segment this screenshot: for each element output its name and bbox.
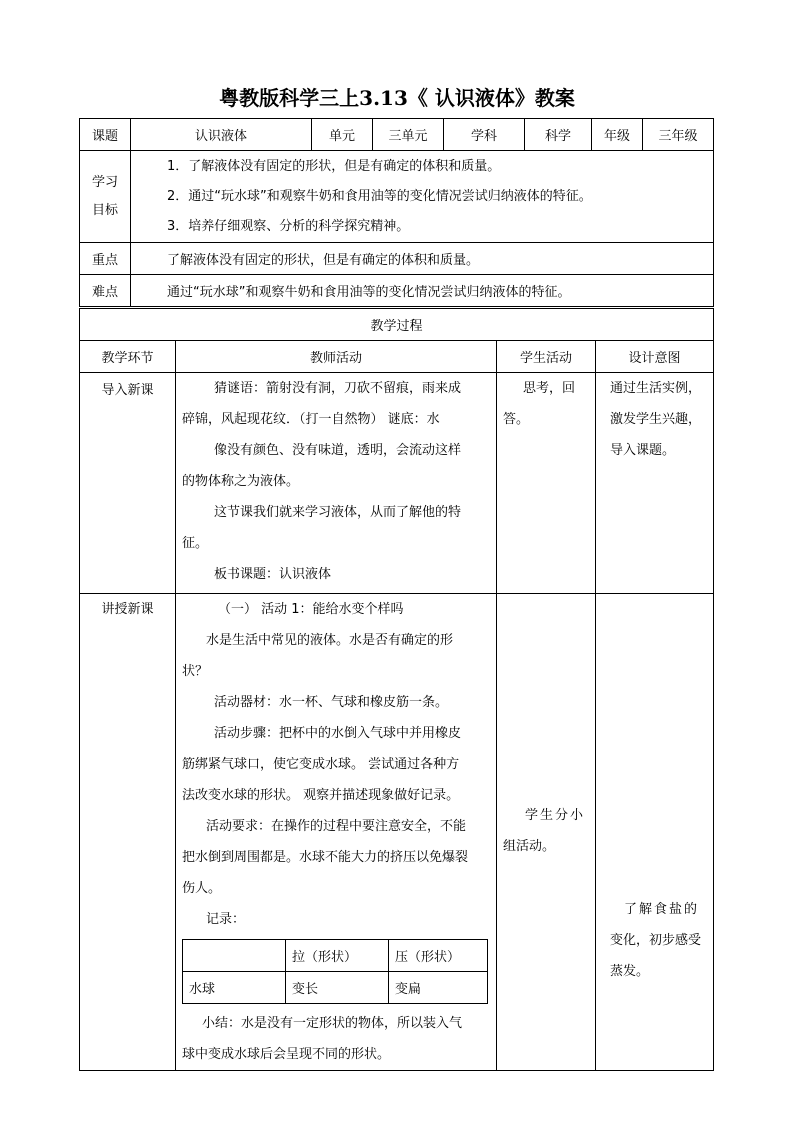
difficulty-text: 通过“玩水球”和观察牛奶和食用油等的变化情况尝试归纳液体的特征。 [131, 275, 714, 307]
process-header: 教学过程 [80, 309, 714, 341]
intent-intro: 通过生活实例， 激发学生兴趣， 导入课题。 [596, 373, 714, 594]
teacher-intro: 猜谜语：箭射没有洞，刀砍不留痕，雨来成 碎锦，风起现花纹．（打一自然物） 谜底：水 像没有颜色、没有味道，透明，会流动这样 的物体称之为液体。 这节课我们就来学习液体，从而了解他的特 征。 板书课题：认识液体 [176, 373, 497, 594]
record-cell: 变扁 [389, 972, 488, 1004]
teacher-lesson: （一） 活动 1：能给水变个样吗 水是生活中常见的液体。水是否有确定的形 状？ 活动器材：水一杯、气球和橡皮筋一条。 活动步骤：把杯中的水倒入气球中并用橡皮 筋绑紧气球口，使它变成水球。 尝试通过各种方 法改变水球的形状。 观察并描述现象做好记录。 活动要求：在操作的过程中要注意安全，不能 把水倒到周围都是。水球不能大力的挤压以免爆裂 伤人。 记录： 拉（形状） 压（形状） 水球 变长 变扁 小结：水是没有一定形状的物体，所以装入气 球中变成水球后会呈现不同的形状。 [176, 594, 497, 1071]
focus-label: 重点 [80, 243, 131, 275]
goal-item: 3．培养仔细观察、分析的科学探究精神。 [167, 218, 410, 234]
record-cell: 水球 [183, 972, 286, 1004]
document-title: 粤教版科学三上3.13《 认识液体》教案 [219, 86, 575, 110]
student-intro: 思考，回 答。 [497, 373, 596, 594]
difficulty-label: 难点 [80, 275, 131, 307]
grade-label: 年级 [592, 119, 643, 151]
record-header-cell: 压（形状） [389, 940, 488, 972]
record-header-cell [183, 940, 286, 972]
focus-text: 了解液体没有固定的形状，但是有确定的体积和质量。 [131, 243, 714, 275]
col-intent: 设计意图 [596, 341, 714, 373]
topic-value: 认识液体 [131, 119, 312, 151]
topic-label: 课题 [80, 119, 131, 151]
process-table [79, 308, 714, 1071]
stage-intro: 导入新课 [80, 373, 176, 594]
goal-item: 2．通过“玩水球”和观察牛奶和食用油等的变化情况尝试归纳液体的特征。 [167, 188, 592, 204]
student-lesson: 学生分小 组活动。 [497, 594, 596, 1071]
unit-value: 三单元 [373, 119, 444, 151]
goals-content [131, 151, 714, 243]
unit-label: 单元 [312, 119, 373, 151]
goals-label: 学习 目标 [80, 151, 131, 243]
record-header-cell: 拉（形状） [286, 940, 389, 972]
record-cell: 变长 [286, 972, 389, 1004]
record-table [182, 939, 488, 1004]
stage-lesson: 讲授新课 [80, 594, 176, 1071]
subject-value: 科学 [525, 119, 592, 151]
goal-item: 1．了解液体没有固定的形状，但是有确定的体积和质量。 [167, 158, 501, 174]
intent-lesson: 了解食盐的 变化，初步感受 蒸发。 [596, 594, 714, 1071]
info-table [79, 118, 714, 307]
col-student: 学生活动 [497, 341, 596, 373]
col-teacher: 教师活动 [176, 341, 497, 373]
subject-label: 学科 [444, 119, 525, 151]
grade-value: 三年级 [643, 119, 714, 151]
col-stage: 教学环节 [80, 341, 176, 373]
